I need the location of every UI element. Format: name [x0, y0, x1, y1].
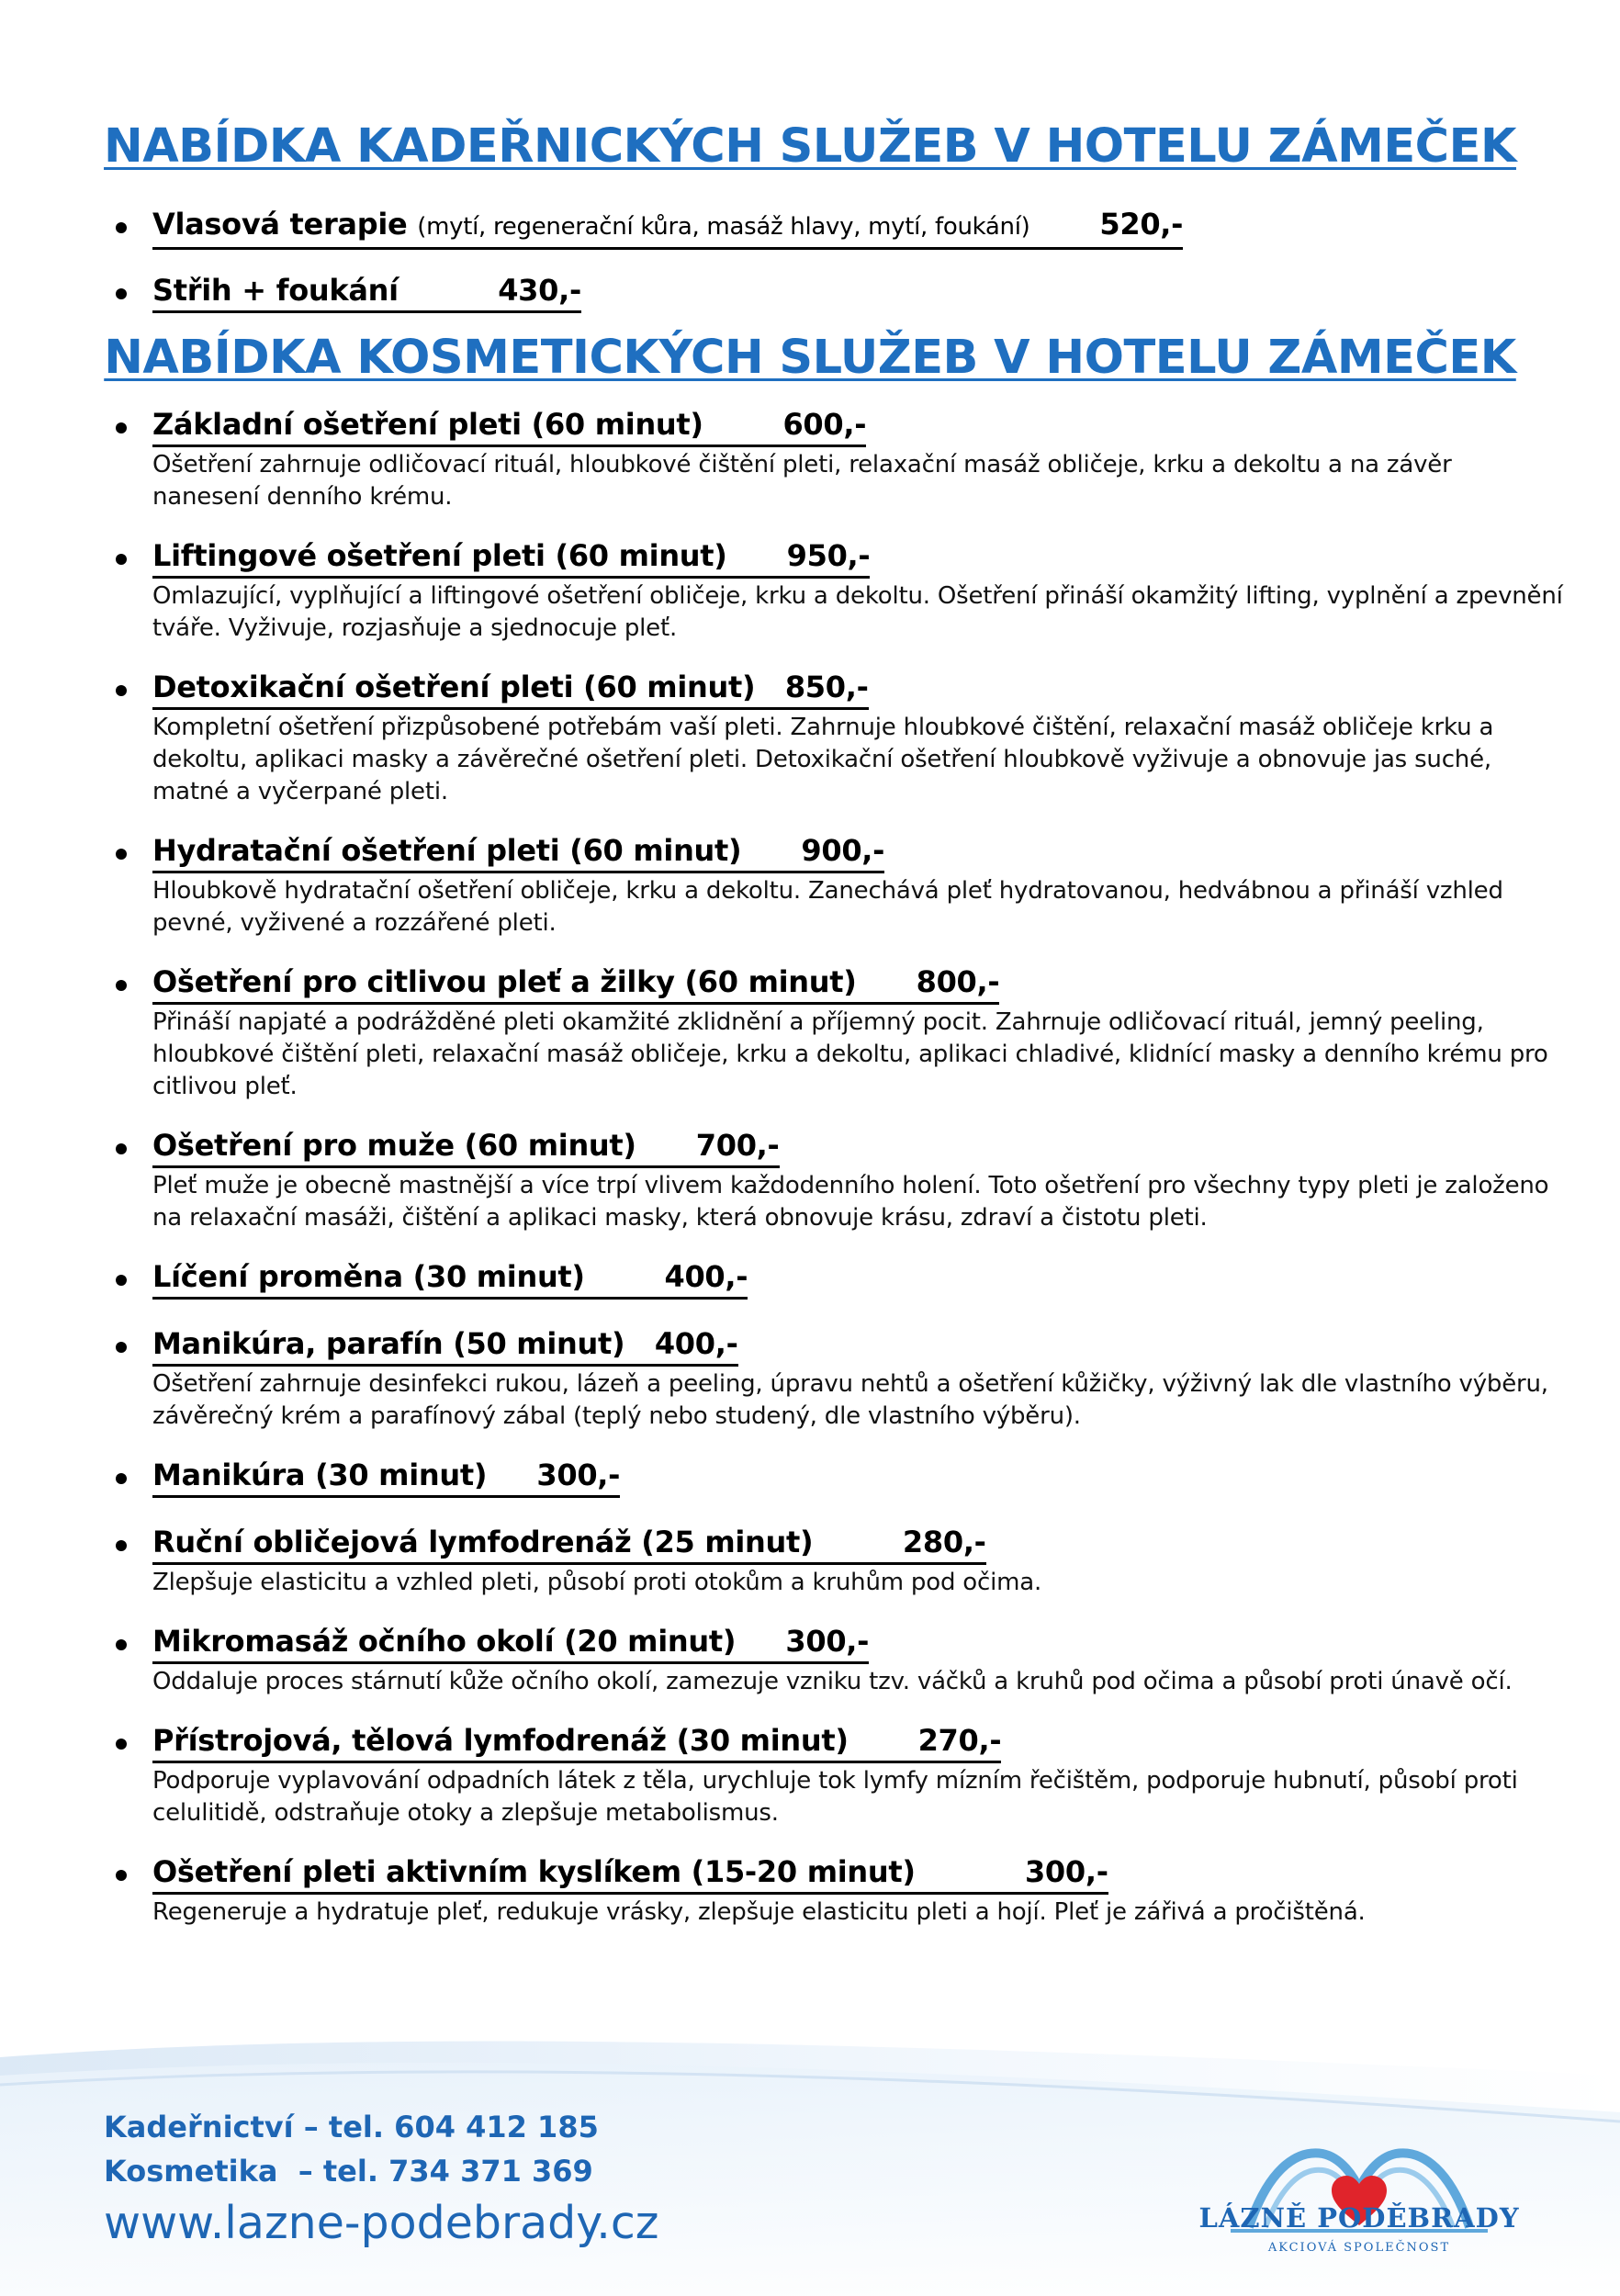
bullet-icon: [116, 1639, 127, 1650]
bullet-icon: [116, 685, 127, 696]
service-name: Základní ošetření pleti (60 minut): [152, 407, 703, 442]
service-description: Přináší napjaté a podrážděné pleti okamžité zklidnění a příjemný pocit. Zahrnuje odličovací rituál, jemný peeling, hloubkové čištění pleti, relaxační masáž obličeje, krku a dekoltu, aplikaci chladivé, klidnící masky a denního krému pro citlivou pleť.: [152, 1008, 1548, 1100]
service-description: Regeneruje a hydratuje pleť, redukuje vrásky, zlepšuje elasticitu pleti a hojí. Pleť je zářivá a pročištěná.: [152, 1898, 1366, 1926]
footer-contacts: [104, 2105, 659, 2252]
logo-name: LÁZNĚ PODĚBRADY: [1198, 2202, 1520, 2234]
website-link[interactable]: www.lazne-podebrady.cz: [104, 2197, 659, 2249]
service-heading: [152, 1455, 620, 1498]
service-name: Líčení proměna (30 minut): [152, 1259, 585, 1294]
list-item: [0, 404, 1620, 513]
service-price: 800,-: [916, 964, 1000, 999]
service-price: 600,-: [782, 407, 867, 442]
service-name: Ošetření pro muže (60 minut): [152, 1128, 636, 1163]
service-heading: [152, 1522, 986, 1565]
service-description: Kompletní ošetření přizpůsobené potřebám vaší pleti. Zahrnuje hloubkové čištění, relaxační masáž obličeje krku a dekoltu, aplikaci masky a závěrečné ošetření pleti. Detoxikační ošetření hloubkově vyživuje a obnovuje jas suché, matné a vyčerpané pleti.: [152, 714, 1494, 805]
service-description: Oddaluje proces stárnutí kůže očního okolí, zamezuje vzniku tzv. váčků a kruhů pod očima a působí proti únavě očí.: [152, 1668, 1513, 1695]
service-name: Detoxikační ošetření pleti (60 minut): [152, 670, 756, 704]
service-price: 300,-: [536, 1458, 621, 1492]
list-item: [0, 830, 1620, 940]
service-price: 950,-: [786, 538, 871, 573]
list-item: [0, 1522, 1620, 1599]
service-heading: [152, 1720, 1001, 1763]
logo-subtitle: AKCIOVÁ SPOLEČNOST: [1267, 2241, 1451, 2255]
cosmetics-phone: Kosmetika – tel. 734 371 369: [104, 2154, 593, 2189]
list-item: [0, 1125, 1620, 1234]
service-heading: [152, 1323, 738, 1367]
list-item: [0, 962, 1620, 1103]
list-item: [0, 1256, 1620, 1300]
list-item: [0, 1455, 1620, 1498]
service-price: 300,-: [1024, 1854, 1108, 1889]
service-price: 270,-: [917, 1723, 1002, 1758]
service-description: Pleť muže je obecně mastnější a více trpí vlivem každodenního holení. Toto ošetření pro všechny typy pleti je založeno na relaxační masáži, čištění a aplikaci masky, která obnovuje krásu, zdraví a čistotu pleti.: [152, 1172, 1549, 1232]
service-heading: [152, 535, 870, 579]
service-name: Liftingové ošetření pleti (60 minut): [152, 538, 727, 573]
service-note: (mytí, regenerační kůra, masáž hlavy, mytí, foukání): [417, 213, 1030, 241]
hairdresser-phone: Kadeřnictví – tel. 604 412 185: [104, 2110, 599, 2144]
service-name: Manikúra (30 minut): [152, 1458, 488, 1492]
service-heading: [152, 1125, 780, 1168]
service-name: Ošetření pleti aktivním kyslíkem (15-20 minut): [152, 1854, 916, 1889]
service-price: 300,-: [785, 1624, 870, 1659]
service-price: 400,-: [654, 1326, 738, 1361]
bullet-icon: [116, 288, 127, 299]
bullet-icon: [116, 1275, 127, 1286]
bullet-icon: [116, 849, 127, 860]
service-name: Manikúra, parafín (50 minut): [152, 1326, 625, 1361]
hair-services-title: NABÍDKA KADEŘNICKÝCH SLUŽEB V HOTELU ZÁMEČEK: [104, 119, 1516, 174]
service-description: Zlepšuje elasticitu a vzhled pleti, působí proti otokům a kruhům pod očima.: [152, 1569, 1042, 1596]
service-name: Střih + foukání: [152, 273, 399, 308]
hair-services-list: [0, 204, 1620, 333]
service-heading: [152, 1621, 869, 1664]
service-heading: [152, 962, 999, 1005]
service-price: 520,-: [1099, 207, 1184, 242]
service-name: Hydratační ošetření pleti (60 minut): [152, 833, 742, 868]
list-item: [0, 1720, 1620, 1829]
service-description: Ošetření zahrnuje desinfekci rukou, lázeň a peeling, úpravu nehtů a ošetření kůžičky, výživný lak dle vlastního výběru, závěrečný krém a parafínový zábal (teplý nebo studený, dle vlastního výběru).: [152, 1370, 1548, 1430]
service-price: 850,-: [784, 670, 869, 704]
service-heading: [152, 204, 1183, 250]
list-item: [0, 1621, 1620, 1698]
service-description: Ošetření zahrnuje odličovací rituál, hloubkové čištění pleti, relaxační masáž obličeje, krku a dekoltu a na závěr nanesení denního krému.: [152, 451, 1452, 511]
bullet-icon: [116, 422, 127, 433]
service-description: Hloubkově hydratační ošetření obličeje, krku a dekoltu. Zanechává pleť hydratovanou, hedvábnou a přináší vzhled pevné, vyživené a rozzářené pleti.: [152, 877, 1503, 937]
bullet-icon: [116, 1473, 127, 1484]
service-name: Mikromasáž očního okolí (20 minut): [152, 1624, 737, 1659]
cosmetic-services-title: NABÍDKA KOSMETICKÝCH SLUŽEB V HOTELU ZÁMEČEK: [104, 331, 1516, 385]
bullet-icon: [116, 1143, 127, 1154]
service-description: Omlazující, vyplňující a liftingové ošetření obličeje, krku a dekoltu. Ošetření přináší okamžitý lifting, vyplnění a zpevnění tváře. Vyživuje, rozjasňuje a sjednocuje pleť.: [152, 582, 1563, 642]
bullet-icon: [116, 1870, 127, 1881]
service-price: 900,-: [801, 833, 885, 868]
service-description: Podporuje vyplavování odpadních látek z těla, urychluje tok lymfy mízním řečištěm, podporuje hubnutí, působí proti celulitidě, odstraňuje otoky a zlepšuje metabolismus.: [152, 1767, 1518, 1827]
bullet-icon: [116, 1739, 127, 1750]
cosmetic-services-list: [0, 404, 1620, 1951]
service-heading: [152, 1256, 748, 1300]
bullet-icon: [116, 554, 127, 565]
bullet-icon: [116, 1540, 127, 1551]
bullet-icon: [116, 222, 127, 233]
service-name: Ruční obličejová lymfodrenáž (25 minut): [152, 1525, 814, 1559]
service-price: 430,-: [498, 273, 581, 308]
bullet-icon: [116, 1342, 127, 1353]
list-item: [0, 1851, 1620, 1929]
service-heading: [152, 830, 884, 873]
service-heading: [152, 1851, 1108, 1895]
bullet-icon: [116, 980, 127, 991]
service-price: 280,-: [902, 1525, 986, 1559]
service-heading: [152, 404, 866, 447]
service-price: 700,-: [695, 1128, 780, 1163]
service-name: Vlasová terapie: [152, 207, 408, 242]
service-heading: [152, 667, 869, 710]
service-heading: [152, 270, 581, 313]
service-price: 400,-: [664, 1259, 748, 1294]
list-item: [0, 535, 1620, 645]
service-name: Ošetření pro citlivou pleť a žilky (60 minut): [152, 964, 857, 999]
list-item: [0, 270, 1620, 313]
list-item: [0, 204, 1620, 250]
list-item: [0, 1323, 1620, 1433]
service-name: Přístrojová, tělová lymfodrenáž (30 minut): [152, 1723, 849, 1758]
list-item: [0, 667, 1620, 808]
